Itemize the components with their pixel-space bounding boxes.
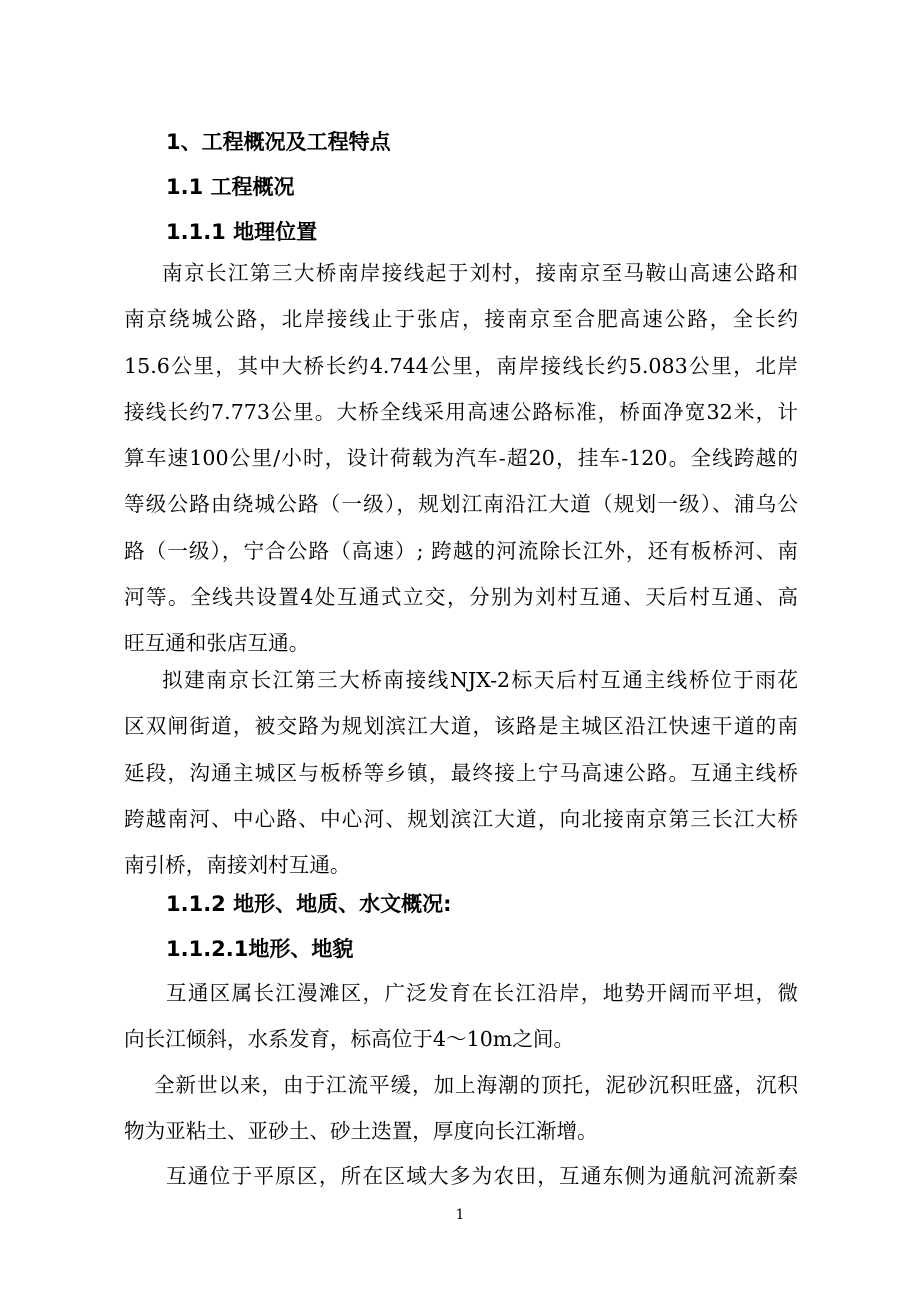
paragraph-plain-area: [124, 1153, 798, 1199]
paragraph-line: 接线长约7.773公里。大桥全线采用高速公路标准，桥面净宽32米，计: [124, 399, 798, 424]
paragraph-line: 延段，沟通主城区与板桥等乡镇，最终接上宁马高速公路。互通主线桥: [124, 760, 798, 785]
page-number: 1: [455, 1207, 465, 1223]
paragraph-line: 物为亚粘土、亚砂土、砂土迭置，厚度向长江渐增。: [124, 1119, 598, 1144]
paragraph-line: 拟建南京长江第三大桥南接线NJX-2标天后村互通主线桥位于雨花: [162, 668, 798, 692]
paragraph-line: 跨越南河、中心路、中心河、规划滨江大道，向北接南京第三长江大桥: [124, 806, 798, 831]
heading-section-1-1: 1.1 工程概况: [166, 175, 295, 199]
paragraph-line: 南京绕城公路，北岸接线止于张店，接南京至合肥高速公路，全长约: [124, 307, 798, 332]
paragraph-line: 向长江倾斜，水系发育，标高位于4～10m之间。: [124, 1027, 575, 1052]
paragraph-line: 南引桥，南接刘村互通。: [124, 853, 351, 878]
paragraph-line: 算车速100公里/小时，设计荷载为汽车-超20，挂车-120。全线跨越的: [124, 446, 798, 471]
paragraph-line: 互通位于平原区，所在区域大多为农田，互通东侧为通航河流新秦: [166, 1164, 798, 1188]
heading-section-1-1-1: 1.1.1 地理位置: [166, 220, 318, 244]
paragraph-holocene: [124, 1062, 798, 1155]
paragraph-line: 旺互通和张店互通。: [124, 631, 310, 656]
paragraph-line: 河等。全线共设置4处互通式立交，分别为刘村互通、天后村互通、高: [124, 585, 798, 610]
heading-section-1-1-2-1: 1.1.2.1地形、地貌: [166, 937, 354, 961]
paragraph-line: 15.6公里，其中大桥长约4.744公里，南岸接线长约5.083公里，北岸: [124, 353, 798, 378]
paragraph-line: 互通区属长江漫滩区，广泛发育在长江沿岸，地势开阔而平坦，微: [166, 981, 798, 1005]
paragraph-location: [124, 250, 798, 667]
paragraph-terrain: [124, 970, 798, 1063]
heading-section-1: 1、工程概况及工程特点: [166, 130, 391, 154]
paragraph-line: 路（一级），宁合公路（高速）; 跨越的河流除长江外，还有板桥河、南: [124, 538, 798, 563]
paragraph-line: 全新世以来，由于江流平缓，加上海潮的顶托，泥砂沉积旺盛，沉积: [154, 1073, 798, 1097]
paragraph-interchange: [124, 657, 798, 888]
heading-section-1-1-2: 1.1.2 地形、地质、水文概况:: [166, 892, 452, 916]
paragraph-line: 等级公路由绕城公路（一级），规划江南沿江大道（规划一级）、浦乌公: [124, 492, 798, 517]
paragraph-line: 南京长江第三大桥南岸接线起于刘村，接南京至马鞍山高速公路和: [162, 261, 798, 285]
paragraph-line: 区双闸街道，被交路为规划滨江大道，该路是主城区沿江快速干道的南: [124, 714, 798, 739]
